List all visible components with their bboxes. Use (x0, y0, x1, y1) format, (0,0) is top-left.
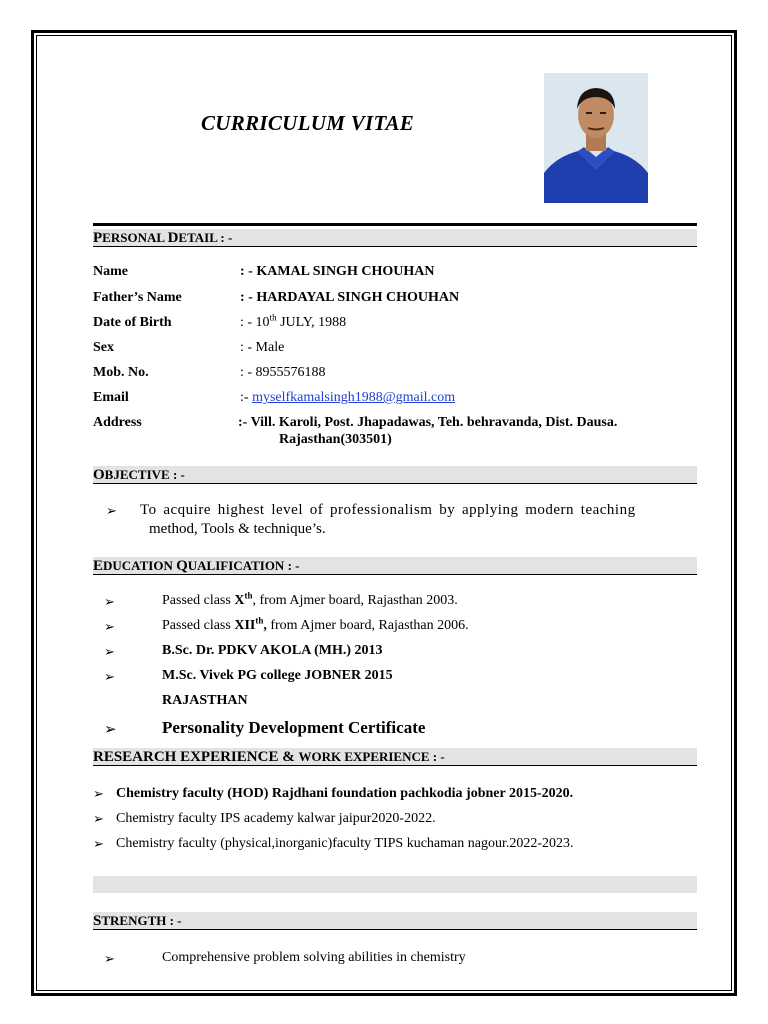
bullet-arrow-icon: ➢ (93, 786, 104, 801)
education-item-1: Passed class Xth, from Ajmer board, Rajasthan 2003. (162, 590, 458, 608)
strength-item-1: Comprehensive problem solving abilities in chemistry (162, 950, 466, 965)
education-item-2: Passed class XIIth, from Ajmer board, Rajasthan 2006. (162, 615, 469, 633)
document-title: CURRICULUM VITAE (201, 111, 415, 135)
bullet-arrow-icon: ➢ (104, 722, 117, 738)
experience-item-3: Chemistry faculty (physical,inorganic)faculty TIPS kuchaman nagour.2022-2023. (116, 836, 574, 851)
section-research-experience: RESEARCH EXPERIENCE & WORK EXPERIENCE : - (93, 748, 697, 766)
experience-item-2: Chemistry faculty IPS academy kalwar jaipur2020-2022. (116, 811, 436, 826)
profile-photo (544, 73, 648, 203)
education-item-4: M.Sc. Vivek PG college JOBNER 2015 (162, 668, 393, 683)
blank-section-bar (93, 876, 697, 893)
objective-line-2: method, Tools & technique’s. (149, 521, 326, 537)
header-rule (93, 223, 697, 226)
section-personal-detail: PERSONAL DETAIL : - (93, 229, 697, 247)
bullet-arrow-icon: ➢ (93, 811, 104, 826)
bullet-arrow-icon: ➢ (93, 836, 104, 851)
education-item-5: Personality Development Certificate (162, 718, 426, 737)
experience-item-1: Chemistry faculty (HOD) Rajdhani foundation pachkodia jobner 2015-2020. (116, 786, 574, 801)
email-link[interactable]: myselfkamalsingh1988@gmail.com (252, 390, 456, 405)
education-item-4-line-2: RAJASTHAN (162, 693, 248, 708)
section-education: EDUCATION QUALIFICATION : - (93, 557, 697, 575)
objective-line-1: To acquire highest level of professionalism by applying modern teaching (140, 502, 636, 518)
bullet-arrow-icon: ➢ (104, 594, 115, 609)
education-item-3: B.Sc. Dr. PDKV AKOLA (MH.) 2013 (162, 643, 383, 658)
bullet-arrow-icon: ➢ (104, 669, 115, 684)
section-objective: OBJECTIVE : - (93, 466, 697, 484)
bullet-arrow-icon: ➢ (104, 644, 115, 659)
bullet-arrow-icon: ➢ (104, 951, 115, 966)
section-strength: STRENGTH : - (93, 912, 697, 930)
bullet-arrow-icon: ➢ (104, 619, 115, 634)
bullet-arrow-icon: ➢ (106, 503, 117, 518)
